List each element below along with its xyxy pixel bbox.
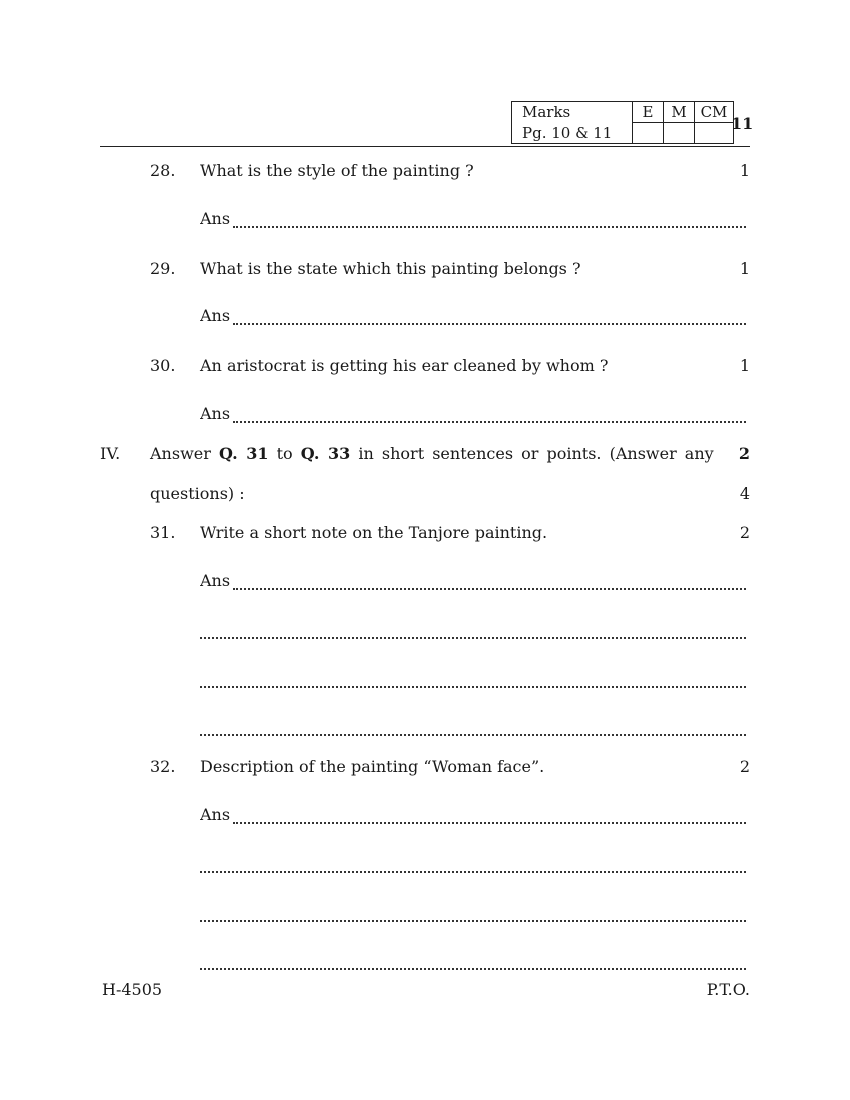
paper-code: H-4505: [102, 980, 163, 999]
pages-label: Pg. 10 & 11: [512, 123, 633, 144]
answer-line[interactable]: [200, 405, 746, 423]
question-number: 31.: [150, 523, 176, 542]
question-number: 29.: [150, 259, 176, 278]
question-marks: 2: [739, 757, 750, 776]
answer-label: Ans: [200, 806, 231, 824]
section-instruction-line2: questions) :: [150, 484, 245, 503]
answer-line[interactable]: [200, 904, 746, 922]
col-e-value: [633, 123, 664, 144]
col-cm-value: [695, 123, 734, 144]
question-marks: 1: [739, 259, 750, 278]
col-e-header: E: [633, 102, 664, 123]
answer-line[interactable]: [200, 855, 746, 873]
question-number: 32.: [150, 757, 176, 776]
answer-label: Ans: [200, 210, 231, 228]
marks-table: [511, 101, 734, 144]
answer-line[interactable]: [200, 670, 746, 688]
question-number: 30.: [150, 356, 176, 375]
answer-line[interactable]: [200, 718, 746, 736]
answer-label: Ans: [200, 405, 231, 423]
answer-line[interactable]: [200, 621, 746, 639]
section-marks: 4: [739, 484, 750, 503]
question-number: 28.: [150, 161, 176, 180]
section-any-count: 2: [738, 444, 750, 463]
answer-label: Ans: [200, 307, 231, 325]
answer-label: Ans: [200, 572, 231, 590]
section-number: IV.: [100, 444, 121, 463]
marks-label: Marks: [512, 102, 633, 123]
question-marks: 1: [739, 161, 750, 180]
header-rule: [100, 146, 750, 147]
question-text: Write a short note on the Tanjore painting.: [200, 523, 548, 542]
col-m-value: [664, 123, 695, 144]
question-text: An aristocrat is getting his ear cleaned by whom ?: [200, 356, 609, 375]
answer-line[interactable]: [200, 572, 746, 590]
page-number: 11: [731, 114, 754, 133]
question-marks: 1: [739, 356, 750, 375]
col-cm-header: CM: [695, 102, 734, 123]
answer-line[interactable]: [200, 806, 746, 824]
question-text: Description of the painting “Woman face”.: [200, 757, 545, 776]
question-text: What is the state which this painting belongs ?: [200, 259, 581, 278]
answer-line[interactable]: [200, 210, 746, 228]
col-m-header: M: [664, 102, 695, 123]
section-instruction: Answer Q. 31 to Q. 33 in short sentences or points. (Answer any: [150, 444, 714, 463]
question-text: What is the style of the painting ?: [200, 161, 474, 180]
pto-label: P.T.O.: [706, 980, 750, 999]
answer-line[interactable]: [200, 307, 746, 325]
answer-line[interactable]: [200, 952, 746, 970]
question-marks: 2: [739, 523, 750, 542]
